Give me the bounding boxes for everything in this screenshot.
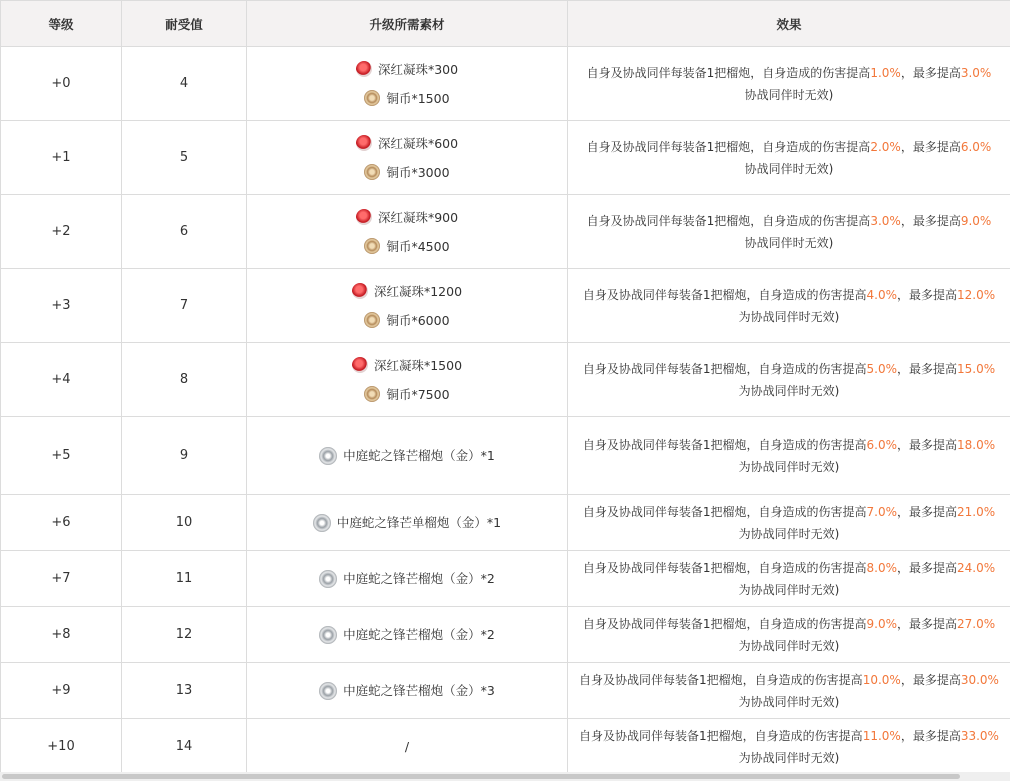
- materials-cell: [247, 47, 568, 121]
- table-body: [1, 47, 1010, 775]
- max-increase-value: 27.0%: [957, 616, 996, 631]
- effect-text: 自身及协战同伴每装备1把榴炮，自身造成的伤害提高: [579, 672, 863, 687]
- material-item: [247, 129, 567, 158]
- effect-text: 为协战同伴时无效): [738, 526, 840, 541]
- crimson-bead-icon: [356, 135, 372, 151]
- effect-text: 为协战同伴时无效): [738, 459, 840, 474]
- max-increase-value: 15.0%: [957, 361, 996, 376]
- table-row: [1, 269, 1010, 343]
- damage-increase-value: 11.0%: [862, 728, 901, 743]
- material-item: [247, 158, 567, 187]
- material-label: 中庭蛇之锋芒榴炮（金）*2: [343, 571, 495, 586]
- effect-text: 为协战同伴时无效): [738, 638, 840, 653]
- material-item: [247, 277, 567, 306]
- max-increase-value: 12.0%: [957, 287, 996, 302]
- damage-increase-value: 8.0%: [866, 560, 897, 575]
- header-materials: 升级所需素材: [247, 1, 568, 47]
- copper-coin-icon: [364, 386, 380, 402]
- material-item: [247, 732, 567, 761]
- material-label: 铜币*3000: [386, 164, 450, 180]
- material-label: 中庭蛇之锋芒榴炮（金）*1: [343, 448, 495, 463]
- effect-cell: [568, 551, 1010, 607]
- material-label: 深红凝珠*300: [377, 61, 459, 77]
- material-label: 铜币*4500: [386, 238, 450, 254]
- effect-text: 自身及协战同伴每装备1把榴炮，自身造成的伤害提高: [582, 287, 867, 302]
- material-item: [247, 620, 567, 649]
- material-item: [247, 508, 567, 537]
- materials-cell: [247, 417, 568, 495]
- table-row: [1, 607, 1010, 663]
- header-durability: 耐受值: [122, 1, 247, 47]
- materials-cell: [247, 121, 568, 195]
- max-increase-value: 21.0%: [957, 504, 996, 519]
- material-label: 铜币*1500: [386, 90, 450, 106]
- material-label: 深红凝珠*900: [377, 209, 459, 225]
- effect-cell: [568, 719, 1010, 775]
- material-item: [247, 351, 567, 380]
- material-label: 铜币*7500: [386, 386, 450, 402]
- materials-cell: [247, 343, 568, 417]
- effect-cell: [568, 121, 1010, 195]
- effect-text: ，最多提高: [897, 361, 958, 376]
- material-label: 中庭蛇之锋芒单榴炮（金）*1: [336, 515, 502, 530]
- effect-cell: [568, 195, 1010, 269]
- copper-coin-icon: [364, 312, 380, 328]
- effect-cell: [568, 269, 1010, 343]
- effect-text: ，最多提高: [897, 437, 958, 452]
- effect-text: ，最多提高: [900, 728, 961, 743]
- effect-cell: [568, 343, 1010, 417]
- material-label: 中庭蛇之锋芒榴炮（金）*2: [343, 627, 495, 642]
- silver-weapon-icon: [319, 570, 337, 588]
- effect-text: ，最多提高: [900, 213, 961, 228]
- effect-text: ，最多提高: [897, 560, 958, 575]
- material-item: [247, 55, 567, 84]
- damage-increase-value: 7.0%: [866, 504, 897, 519]
- effect-text: 自身及协战同伴每装备1把榴炮，自身造成的伤害提高: [582, 504, 867, 519]
- effect-text: ，最多提高: [900, 672, 961, 687]
- table-row: [1, 195, 1010, 269]
- max-increase-value: 30.0%: [960, 672, 999, 687]
- materials-cell: [247, 663, 568, 719]
- materials-cell: [247, 551, 568, 607]
- effect-text: 自身及协战同伴每装备1把榴炮，自身造成的伤害提高: [579, 728, 863, 743]
- effect-text: 为协战同伴时无效): [738, 309, 840, 324]
- table-row: [1, 47, 1010, 121]
- materials-cell: [247, 269, 568, 343]
- materials-cell: [247, 719, 568, 775]
- table-row: [1, 663, 1010, 719]
- silver-weapon-icon: [319, 626, 337, 644]
- durability-cell: 13: [122, 663, 247, 719]
- effect-text: 为协战同伴时无效): [738, 383, 840, 398]
- level-cell: +9: [1, 663, 122, 719]
- header-level: 等级: [1, 1, 122, 47]
- level-cell: +0: [1, 47, 122, 121]
- material-label: 深红凝珠*600: [377, 135, 459, 151]
- material-item: [247, 232, 567, 261]
- copper-coin-icon: [364, 238, 380, 254]
- max-increase-value: 9.0%: [960, 213, 992, 228]
- durability-cell: 5: [122, 121, 247, 195]
- copper-coin-icon: [364, 164, 380, 180]
- material-item: [247, 306, 567, 335]
- effect-text: 协战同伴时无效): [744, 235, 834, 250]
- crimson-bead-icon: [352, 283, 368, 299]
- effect-text: 为协战同伴时无效): [738, 582, 840, 597]
- effect-cell: [568, 495, 1010, 551]
- damage-increase-value: 4.0%: [866, 287, 897, 302]
- max-increase-value: 3.0%: [960, 65, 992, 80]
- crimson-bead-icon: [356, 209, 372, 225]
- durability-cell: 10: [122, 495, 247, 551]
- material-item: [247, 676, 567, 705]
- level-cell: +4: [1, 343, 122, 417]
- damage-increase-value: 9.0%: [866, 616, 897, 631]
- effect-text: 自身及协战同伴每装备1把榴炮，自身造成的伤害提高: [582, 437, 867, 452]
- effect-text: 自身及协战同伴每装备1把榴炮，自身造成的伤害提高: [586, 65, 871, 80]
- material-item: [247, 564, 567, 593]
- damage-increase-value: 1.0%: [870, 65, 901, 80]
- effect-text: 协战同伴时无效): [744, 161, 834, 176]
- effect-text: 自身及协战同伴每装备1把榴炮，自身造成的伤害提高: [582, 560, 867, 575]
- level-cell: +6: [1, 495, 122, 551]
- table-row: [1, 121, 1010, 195]
- durability-cell: 6: [122, 195, 247, 269]
- effect-text: 自身及协战同伴每装备1把榴炮，自身造成的伤害提高: [582, 616, 867, 631]
- crimson-bead-icon: [352, 357, 368, 373]
- material-label: 中庭蛇之锋芒榴炮（金）*3: [343, 683, 495, 698]
- effect-cell: [568, 47, 1010, 121]
- material-item: [247, 84, 567, 113]
- damage-increase-value: 6.0%: [866, 437, 897, 452]
- effect-text: ，最多提高: [897, 504, 958, 519]
- damage-increase-value: 3.0%: [870, 213, 901, 228]
- level-cell: +8: [1, 607, 122, 663]
- table-row: [1, 495, 1010, 551]
- durability-cell: 7: [122, 269, 247, 343]
- effect-text: 自身及协战同伴每装备1把榴炮，自身造成的伤害提高: [586, 213, 871, 228]
- effect-text: 为协战同伴时无效): [738, 750, 840, 765]
- level-cell: +3: [1, 269, 122, 343]
- max-increase-value: 18.0%: [957, 437, 996, 452]
- durability-cell: 12: [122, 607, 247, 663]
- damage-increase-value: 10.0%: [862, 672, 901, 687]
- copper-coin-icon: [364, 90, 380, 106]
- durability-cell: 4: [122, 47, 247, 121]
- durability-cell: 11: [122, 551, 247, 607]
- effect-text: ，最多提高: [900, 139, 961, 154]
- durability-cell: 8: [122, 343, 247, 417]
- material-label: /: [404, 739, 410, 754]
- material-label: 铜币*6000: [386, 312, 450, 328]
- effect-text: ，最多提高: [900, 65, 961, 80]
- header-effect: 效果: [568, 1, 1010, 47]
- effect-text: ，最多提高: [897, 616, 958, 631]
- durability-cell: 9: [122, 417, 247, 495]
- effect-text: 自身及协战同伴每装备1把榴炮，自身造成的伤害提高: [586, 139, 871, 154]
- effect-cell: [568, 663, 1010, 719]
- table-row: [1, 719, 1010, 775]
- durability-cell: 14: [122, 719, 247, 775]
- level-cell: +1: [1, 121, 122, 195]
- horizontal-scrollbar[interactable]: [0, 772, 1010, 781]
- scrollbar-thumb[interactable]: [2, 774, 960, 779]
- table-row: [1, 343, 1010, 417]
- materials-cell: [247, 607, 568, 663]
- effect-text: 协战同伴时无效): [744, 87, 834, 102]
- table-row: [1, 551, 1010, 607]
- max-increase-value: 33.0%: [960, 728, 999, 743]
- silver-weapon-icon: [313, 514, 331, 532]
- effect-cell: [568, 607, 1010, 663]
- effect-text: ，最多提高: [897, 287, 958, 302]
- damage-increase-value: 2.0%: [870, 139, 901, 154]
- effect-text: 自身及协战同伴每装备1把榴炮，自身造成的伤害提高: [582, 361, 867, 376]
- level-cell: +2: [1, 195, 122, 269]
- effect-cell: [568, 417, 1010, 495]
- materials-cell: [247, 195, 568, 269]
- material-item: [247, 380, 567, 409]
- material-label: 深红凝珠*1200: [373, 283, 463, 299]
- level-cell: +10: [1, 719, 122, 775]
- material-item: [247, 203, 567, 232]
- damage-increase-value: 5.0%: [866, 361, 897, 376]
- header-row: [1, 1, 1010, 47]
- level-cell: +7: [1, 551, 122, 607]
- material-item: [247, 441, 567, 470]
- material-label: 深红凝珠*1500: [373, 357, 463, 373]
- materials-cell: [247, 495, 568, 551]
- silver-weapon-icon: [319, 447, 337, 465]
- max-increase-value: 6.0%: [960, 139, 992, 154]
- crimson-bead-icon: [356, 61, 372, 77]
- silver-weapon-icon: [319, 682, 337, 700]
- level-cell: +5: [1, 417, 122, 495]
- max-increase-value: 24.0%: [957, 560, 996, 575]
- effect-text: 为协战同伴时无效): [738, 694, 840, 709]
- table-row: [1, 417, 1010, 495]
